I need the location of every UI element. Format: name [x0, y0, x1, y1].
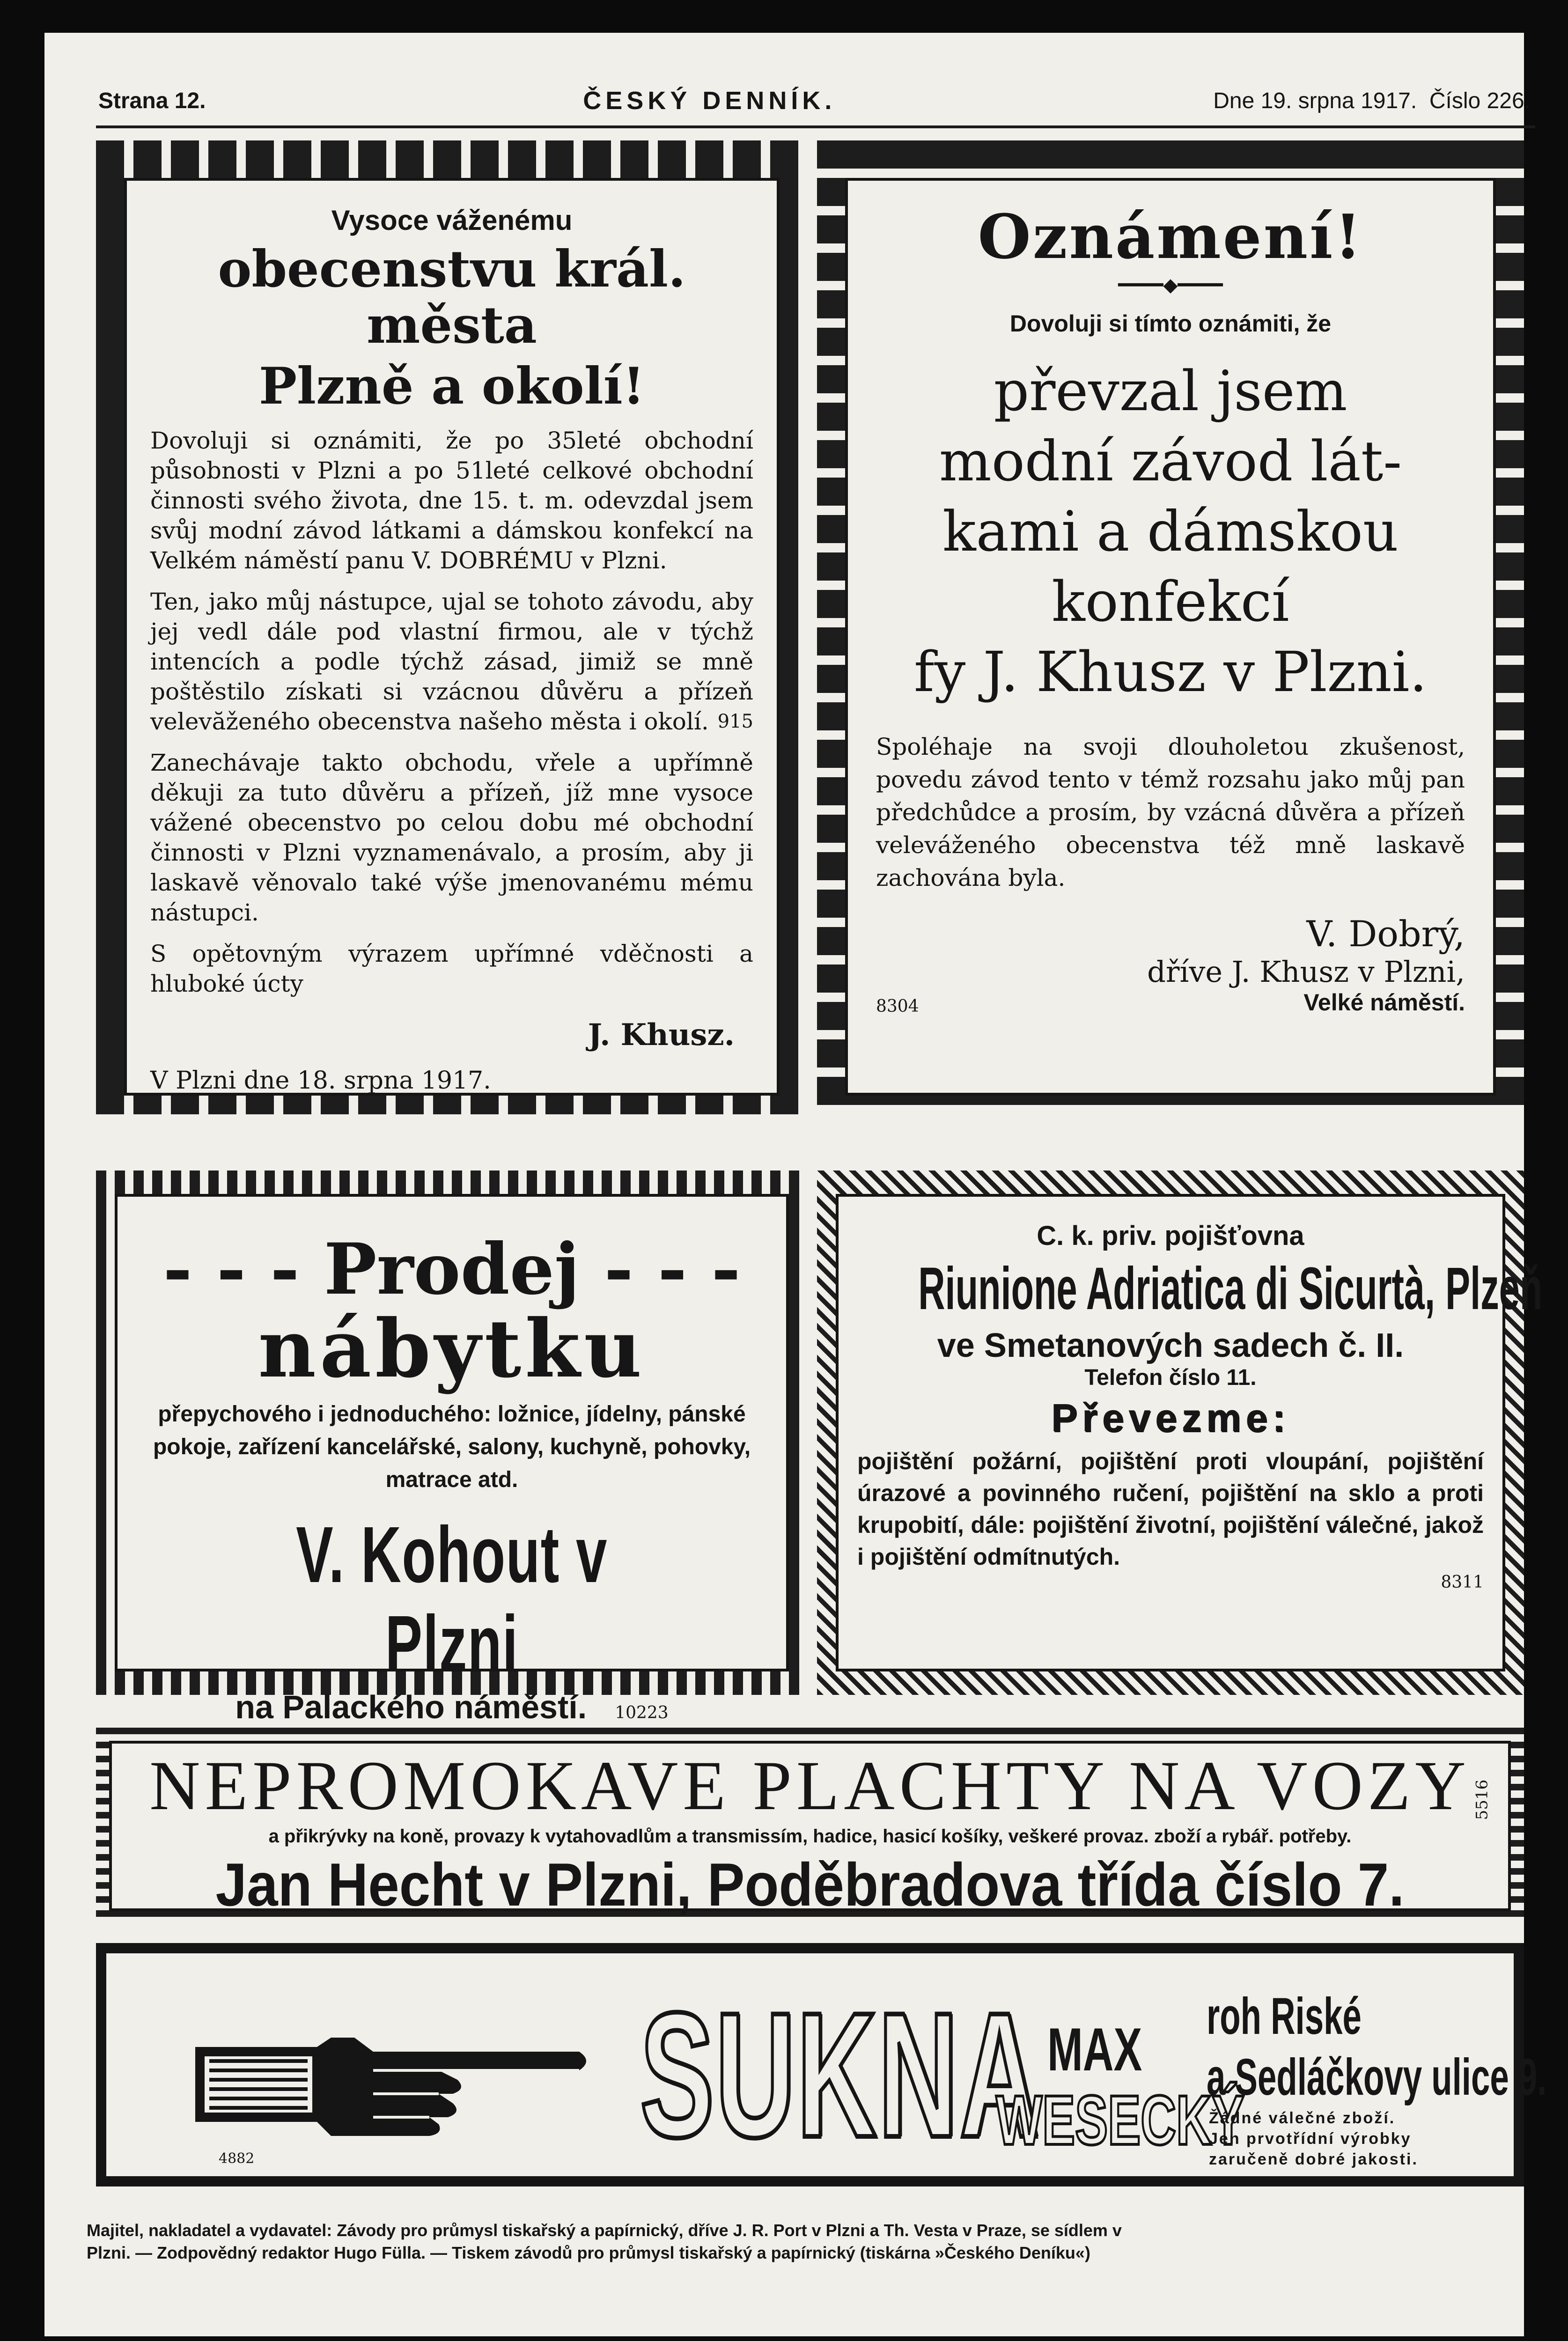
- ad-hecht-firm: Jan Hecht v Plzni, Poděbradova třída číslo 7.: [215, 1850, 1405, 1919]
- ad-kohout-description: přepychového i jednoduchého: ložnice, jídelny, pánské pokoje, zařízení kancelářské, salony, kuchyně, pohovky, matrace atd.: [153, 1402, 751, 1492]
- ad-insurance-text: pojištění požární, pojištění proti vloupání, pojištění úrazové a povinného ručení, pojištění na sklo a proti krupobití, dále: pojištění životní, pojištění válečné, jakož i pojištění odmítnutých.: [857, 1448, 1484, 1570]
- issue-date: Dne 19. srpna 1917.: [1213, 88, 1417, 113]
- ad-hecht-title: NEPROMOKAVE PLACHTY NA VOZY: [149, 1747, 1471, 1825]
- ad-dobry-number: 8304: [876, 997, 919, 1016]
- ad-khusz-heading-1: obecenstvu král. města: [218, 240, 686, 355]
- ad-khusz-body: [124, 178, 780, 1096]
- ad-khusz-paragraph-3: Zanechávaje takto obchodu, vřele a upřímně děkuji za tuto důvěru a přízeň, jíž mne vysoce vážené obecenstvo po celou dobu mé obchodní činnosti v Plzni vyznamenávalo, a prosím, aby ji laskavě věnovalo také výše jmenovanému mému nástupci.: [150, 749, 753, 926]
- ad-dobry-former: dříve J. Khusz v Plzni,: [1147, 955, 1465, 989]
- pointing-hand-icon: [177, 2019, 598, 2141]
- ad-dobry-title: Oznámení!: [978, 201, 1363, 272]
- ad-insurance-phone: Telefon číslo 11.: [1084, 1365, 1257, 1390]
- ad-dobry-announcement: [817, 140, 1524, 1114]
- ad-dobry-signature: V. Dobrý,: [1306, 913, 1465, 955]
- issue-number: Číslo 226.: [1429, 88, 1531, 113]
- ad-kohout-firm: V. Kohout v Plzni: [296, 1510, 608, 1688]
- header-rule: [96, 125, 1535, 128]
- ad-wesecky-number: 4882: [219, 2150, 255, 2167]
- imprint-footer: Majitel, nakladatel a vydavatel: Závody pro průmysl tiskařský a papírnický, dříve J. R. Port v Plzni a Th. Vesta v Praze, se sídlem v Plzni. — Zodpovědný redaktor Hugo Fülla. — Tiskem závodů pro průmysl tiskařský a papírnický (tiskárna »Českého Deníku«): [87, 2221, 1122, 2262]
- ad-wesecky-surname: WESECKÝ: [996, 2081, 1244, 2159]
- ad-wesecky-first-name: MAX: [1047, 2015, 1142, 2083]
- ad-kohout-location: na Palackého náměstí.: [235, 1689, 587, 1725]
- ad-hecht-number: 5516: [1472, 1779, 1492, 1820]
- ad-kohout-title: - - - Prodej - - -: [163, 1228, 741, 1310]
- ad-khusz-greeting: Vysoce váženému: [331, 205, 573, 236]
- ad-khusz-paragraph-4: S opětovným výrazem upřímné vděčnosti a hluboké úcty: [150, 940, 753, 997]
- ad-dobry-intro: Dovoluji si tímto oznámiti, že: [1009, 310, 1332, 337]
- ad-wesecky-cloth: [96, 1943, 1547, 2186]
- page-number: Strana 12.: [98, 88, 206, 113]
- ad-wesecky-body: [103, 1951, 1547, 2179]
- ad-insurance: [817, 1170, 1543, 1695]
- ad-kohout-title-2: nábytku: [258, 1302, 646, 1396]
- ad-insurance-heading: Převezme:: [1051, 1396, 1290, 1440]
- ad-insurance-type: C. k. priv. pojišťovna: [1037, 1221, 1304, 1251]
- ad-hecht-body: [109, 1741, 1511, 1919]
- ad-khusz-notice: [96, 140, 808, 1114]
- ad-hecht-tarps: [96, 1728, 1524, 1924]
- ad-dobry-headline: převzal jsem modní závod lát- kami a dámskou konfekcí fy J. Khusz v Plzni.: [913, 359, 1428, 704]
- ad-khusz-paragraph-1: Dovoluji si oznámiti, že po 35leté obchodní působnosti v Plzni a po 51leté celkové obchodní činnosti svého života, dne 15. t. m. odevzdal jsem svůj modní závod látkami a dámskou konfekcí na Velkém náměstí panu V. DOBRÉMU v Plzni.: [150, 427, 753, 574]
- ad-kohout-furniture: [96, 1170, 808, 1725]
- ad-insurance-company: Riunione Adriatica di Sicurtà, Plzeň: [918, 1255, 1543, 1322]
- ad-khusz-number: 915: [717, 711, 753, 732]
- ad-dobry-body: [845, 178, 1496, 1096]
- ornament-divider: ━━━━◆━━━━: [1118, 274, 1223, 296]
- ad-wesecky-note: Žádné válečné zboží. Jen prvotřídní výrobky zaručeně dobré jakosti.: [1209, 2109, 1418, 2168]
- ad-hecht-subtitle: a přikrývky na koně, provazy k vytahovadlům a transmissím, hadice, hasicí košíky, veškeré provaz. zboží a rybář. potřeby.: [268, 1826, 1352, 1847]
- ad-insurance-number: 8311: [1441, 1573, 1484, 1592]
- newspaper-title: ČESKÝ DENNÍK.: [583, 87, 836, 115]
- ad-khusz-signature: J. Khusz.: [588, 1017, 735, 1053]
- page-header: [98, 80, 1531, 122]
- ad-kohout-body: [115, 1194, 789, 1725]
- ad-dobry-text: Spoléhaje na svoji dlouholetou zkušenost, povedu závod tento v témž rozsahu jako můj pan předchůdce a prosím, by vzácná důvěra a přízeň veleváženého obecenstva též mně laskavě zachována byla.: [876, 733, 1465, 891]
- ad-dobry-place: Velké náměstí.: [1303, 989, 1465, 1016]
- ad-wesecky-address: roh Riské a Sedláčkovy ulice 9.: [1207, 1988, 1547, 2106]
- ad-insurance-body: [836, 1194, 1543, 1671]
- ad-khusz-date: V Plzni dne 18. srpna 1917.: [150, 1067, 491, 1095]
- ad-khusz-heading-2: Plzně a okolí!: [258, 357, 645, 416]
- ad-wesecky-word: SUKNA: [640, 1975, 1041, 2174]
- ad-khusz-paragraph-2: Ten, jako můj nástupce, ujal se tohoto závodu, aby jej vedl dále pod vlastní firmou, ale v týchž intencích a podle týchž zásad, jimiž se mně poštěstilo získati si vzácnou důvěru a přízeň velevăženého obecenstva našeho města i okolí. 915: [150, 587, 753, 736]
- ad-insurance-address: ve Smetanových sadech č. II.: [937, 1327, 1404, 1364]
- ad-kohout-number: 10223: [615, 1703, 669, 1723]
